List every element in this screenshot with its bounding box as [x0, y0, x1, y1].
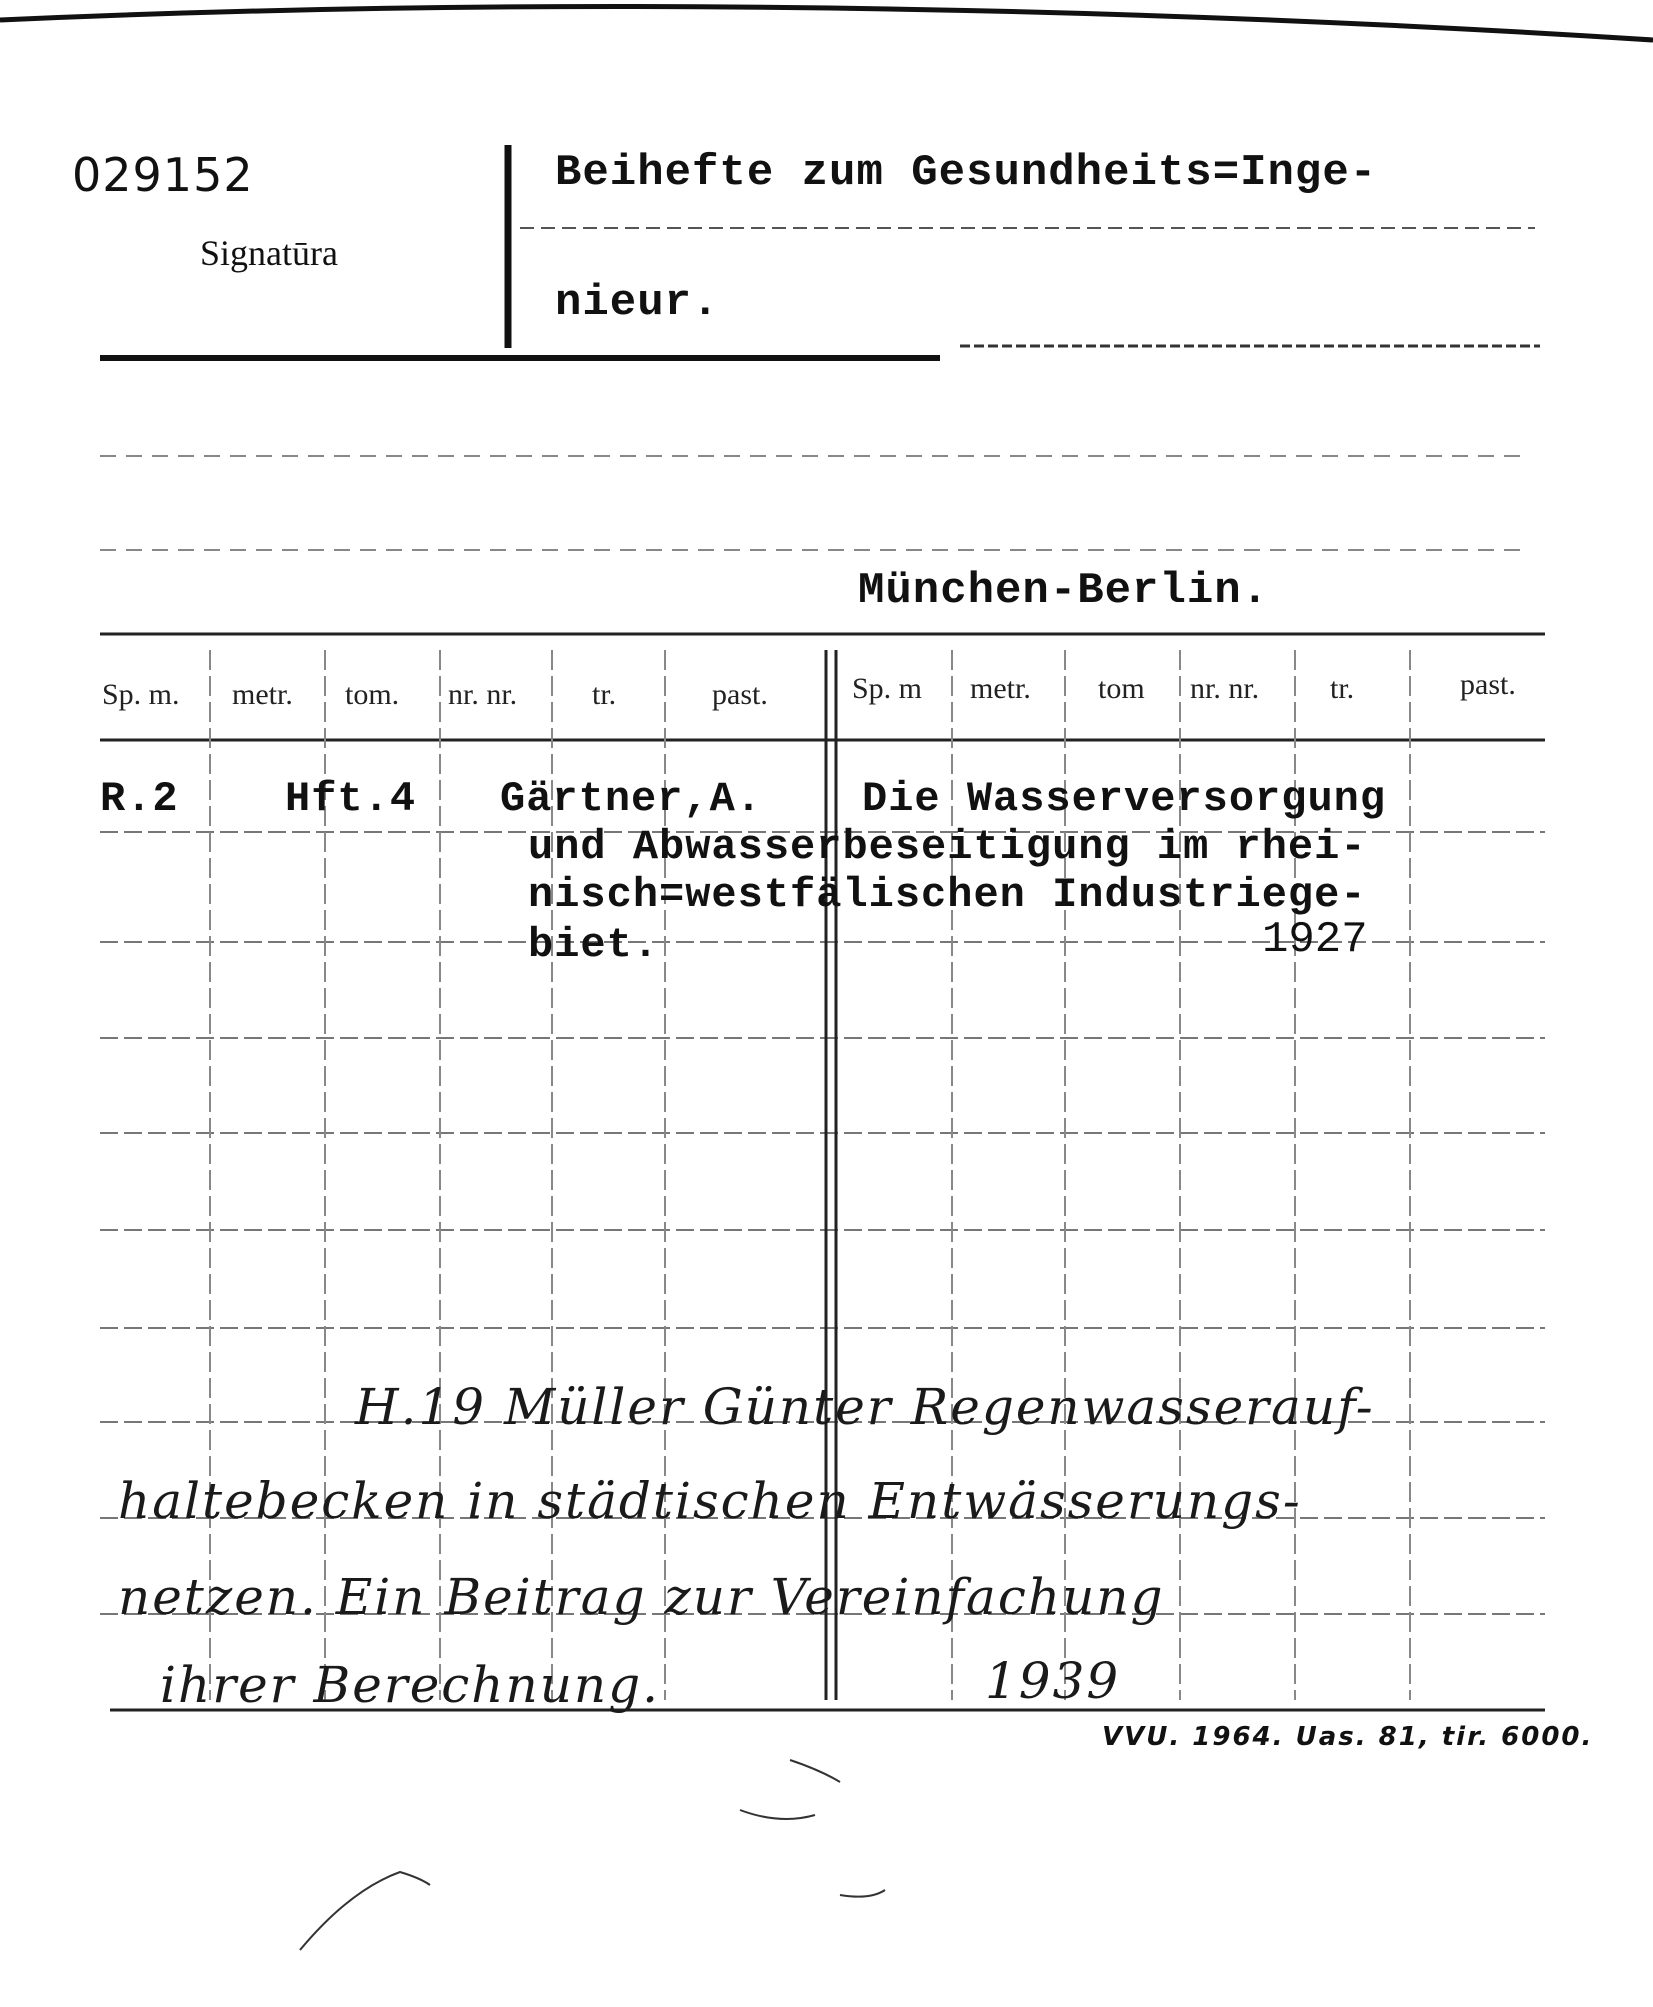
col-header-sp-m-right: Sp. m	[852, 672, 923, 705]
col-header-tr-right: tr.	[1330, 672, 1355, 705]
entry-title-line-4: biet.	[528, 921, 660, 969]
entry-title-line-3: nisch=westfälischen Industriege-	[528, 871, 1367, 919]
handwritten-year: 1939	[985, 1652, 1121, 1710]
entry-title-line-1: Die Wasserversorgung	[862, 775, 1387, 823]
series-title-line-1: Beihefte zum Gesundheits=Inge-	[555, 148, 1378, 198]
col-header-nr-nr: nr. nr.	[448, 678, 518, 711]
publication-place: München-Berlin.	[858, 566, 1270, 616]
handwritten-line-2: haltebecken in städtischen Entwässerungs-	[118, 1472, 1302, 1530]
entry-author: Gärtner,A.	[500, 775, 763, 823]
col-header-tom-right: tom	[1098, 672, 1145, 705]
handwritten-line-4: ihrer Berechnung.	[160, 1656, 661, 1714]
col-header-past: past.	[712, 678, 768, 711]
entry-heft: Hft.4	[285, 775, 417, 823]
col-header-past-right: past.	[1460, 668, 1516, 701]
entry-year: 1927	[1262, 915, 1368, 965]
entry-reihe: R.2	[100, 775, 179, 823]
signature-label: Signatūra	[200, 233, 338, 273]
handwritten-line-3: netzen. Ein Beitrag zur Vereinfachung	[118, 1568, 1165, 1626]
printer-imprint: VVU. 1964. Uas. 81, tir. 6000.	[1102, 1722, 1594, 1752]
handwritten-line-1: H.19 Müller Günter Regenwasserauf-	[355, 1378, 1375, 1436]
series-title-line-2: nieur.	[555, 278, 720, 328]
entry-title-line-2: und Abwasserbeseitigung im rhei-	[528, 823, 1367, 871]
col-header-metr-right: metr.	[970, 672, 1031, 705]
col-header-metr: metr.	[232, 678, 293, 711]
col-header-nr-nr-right: nr. nr.	[1190, 672, 1260, 705]
col-header-sp-m: Sp. m.	[102, 678, 180, 711]
col-header-tr: tr.	[592, 678, 617, 711]
col-header-tom: tom.	[345, 678, 400, 711]
signature-number: 029152	[72, 148, 254, 202]
